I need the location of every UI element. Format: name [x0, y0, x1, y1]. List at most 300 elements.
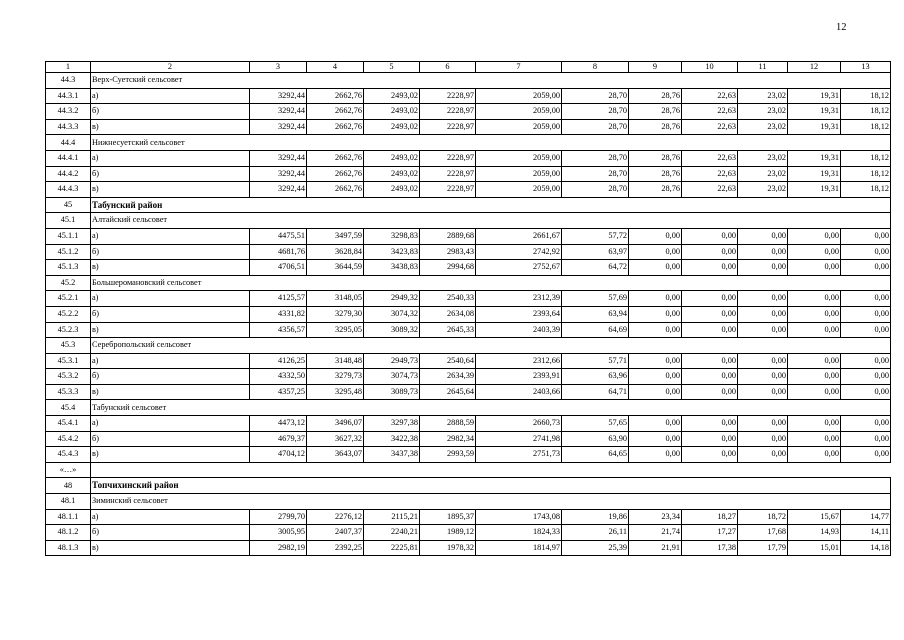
value-cell: 0,00: [841, 384, 891, 400]
value-cell: 3292,44: [250, 119, 307, 135]
settlement-row: [46, 400, 891, 416]
value-cell: 2540,64: [420, 353, 476, 369]
value-cell: 18,12: [841, 150, 891, 166]
header-cell: 12: [788, 62, 841, 73]
settlement-row: [46, 135, 891, 151]
value-cell: 3148,05: [307, 291, 364, 307]
value-cell: 18,12: [841, 88, 891, 104]
value-cell: 2493,02: [364, 104, 420, 120]
tariff-table: [45, 61, 891, 556]
value-cell: 3279,30: [307, 306, 364, 322]
value-cell: 18,12: [841, 104, 891, 120]
value-cell: 0,00: [682, 384, 738, 400]
value-cell: 0,00: [738, 291, 788, 307]
row-label: в): [91, 447, 250, 463]
settlement-name: Зиминский сельсовет: [91, 494, 891, 510]
value-cell: 2228,97: [420, 119, 476, 135]
value-cell: 23,02: [738, 104, 788, 120]
value-cell: 14,18: [841, 540, 891, 556]
value-cell: 2949,73: [364, 353, 420, 369]
value-cell: 19,86: [562, 509, 629, 525]
value-cell: 2059,00: [476, 166, 562, 182]
row-label: а): [91, 353, 250, 369]
value-cell: 3644,59: [307, 260, 364, 276]
value-cell: 23,02: [738, 119, 788, 135]
table-row: [46, 291, 891, 307]
header-cell: 4: [307, 62, 364, 73]
value-cell: 21,91: [629, 540, 682, 556]
value-cell: 2228,97: [420, 104, 476, 120]
value-cell: 1895,37: [420, 509, 476, 525]
value-cell: 0,00: [682, 260, 738, 276]
table-row: [46, 119, 891, 135]
value-cell: 63,96: [562, 369, 629, 385]
value-cell: 3497,59: [307, 228, 364, 244]
value-cell: 2994,68: [420, 260, 476, 276]
value-cell: 0,00: [788, 369, 841, 385]
value-cell: 28,70: [562, 104, 629, 120]
value-cell: 22,63: [682, 166, 738, 182]
value-cell: 4126,25: [250, 353, 307, 369]
value-cell: 15,67: [788, 509, 841, 525]
value-cell: 2059,00: [476, 182, 562, 198]
table-row: [46, 525, 891, 541]
row-code: 45.1.3: [46, 260, 91, 276]
value-cell: 22,63: [682, 104, 738, 120]
value-cell: 28,76: [629, 119, 682, 135]
value-cell: 2493,02: [364, 166, 420, 182]
value-cell: 2993,59: [420, 447, 476, 463]
value-cell: 28,76: [629, 88, 682, 104]
value-cell: 3627,32: [307, 431, 364, 447]
row-label: в): [91, 119, 250, 135]
value-cell: 3295,05: [307, 322, 364, 338]
header-cell: 11: [738, 62, 788, 73]
value-cell: 1978,32: [420, 540, 476, 556]
value-cell: 2312,66: [476, 353, 562, 369]
row-code: 45.4.1: [46, 416, 91, 432]
empty-cell: [91, 462, 891, 478]
value-cell: 2392,25: [307, 540, 364, 556]
row-code: 44.3.2: [46, 104, 91, 120]
value-cell: 28,70: [562, 166, 629, 182]
value-cell: 19,31: [788, 88, 841, 104]
value-cell: 4357,25: [250, 384, 307, 400]
value-cell: 0,00: [682, 244, 738, 260]
header-cell: 7: [476, 62, 562, 73]
value-cell: 3422,38: [364, 431, 420, 447]
value-cell: 0,00: [841, 416, 891, 432]
value-cell: 28,70: [562, 150, 629, 166]
value-cell: 4679,37: [250, 431, 307, 447]
row-code: 45.2: [46, 275, 91, 291]
header-cell: 8: [562, 62, 629, 73]
value-cell: 2741,98: [476, 431, 562, 447]
value-cell: 0,00: [738, 416, 788, 432]
table-row: [46, 260, 891, 276]
row-code: 45.4: [46, 400, 91, 416]
value-cell: 0,00: [629, 369, 682, 385]
value-cell: 2540,33: [420, 291, 476, 307]
value-cell: 1989,12: [420, 525, 476, 541]
value-cell: 0,00: [841, 260, 891, 276]
table-row: [46, 150, 891, 166]
row-code: 44.4.1: [46, 150, 91, 166]
value-cell: 17,68: [738, 525, 788, 541]
value-cell: 14,93: [788, 525, 841, 541]
value-cell: 2312,39: [476, 291, 562, 307]
value-cell: 63,94: [562, 306, 629, 322]
value-cell: 4125,57: [250, 291, 307, 307]
value-cell: 23,02: [738, 182, 788, 198]
table-row: [46, 244, 891, 260]
value-cell: 18,27: [682, 509, 738, 525]
value-cell: 0,00: [738, 228, 788, 244]
value-cell: 18,72: [738, 509, 788, 525]
row-label: в): [91, 182, 250, 198]
value-cell: 3496,07: [307, 416, 364, 432]
value-cell: 4331,82: [250, 306, 307, 322]
row-code: 45.2.1: [46, 291, 91, 307]
value-cell: 2662,76: [307, 150, 364, 166]
value-cell: 57,65: [562, 416, 629, 432]
value-cell: 23,02: [738, 88, 788, 104]
value-cell: 2276,12: [307, 509, 364, 525]
row-label: б): [91, 244, 250, 260]
value-cell: 0,00: [841, 306, 891, 322]
value-cell: 64,72: [562, 260, 629, 276]
value-cell: 2634,39: [420, 369, 476, 385]
value-cell: 3295,48: [307, 384, 364, 400]
value-cell: 0,00: [629, 322, 682, 338]
value-cell: 14,77: [841, 509, 891, 525]
value-cell: 3292,44: [250, 150, 307, 166]
settlement-name: Табунский сельсовет: [91, 400, 891, 416]
value-cell: 0,00: [682, 291, 738, 307]
table-row: [46, 353, 891, 369]
value-cell: 25,39: [562, 540, 629, 556]
value-cell: 2662,76: [307, 119, 364, 135]
value-cell: 2403,66: [476, 384, 562, 400]
page-number: 12: [836, 22, 847, 33]
value-cell: 4706,51: [250, 260, 307, 276]
value-cell: 1824,33: [476, 525, 562, 541]
value-cell: 2662,76: [307, 182, 364, 198]
header-cell: 6: [420, 62, 476, 73]
value-cell: 2493,02: [364, 88, 420, 104]
value-cell: 26,11: [562, 525, 629, 541]
row-label: а): [91, 416, 250, 432]
row-label: а): [91, 509, 250, 525]
value-cell: 57,69: [562, 291, 629, 307]
value-cell: 19,31: [788, 119, 841, 135]
row-label: в): [91, 322, 250, 338]
row-code: 45.2.3: [46, 322, 91, 338]
settlement-row: [46, 213, 891, 229]
row-label: а): [91, 291, 250, 307]
value-cell: 0,00: [738, 431, 788, 447]
row-code: 44.4: [46, 135, 91, 151]
value-cell: 0,00: [629, 244, 682, 260]
value-cell: 3074,73: [364, 369, 420, 385]
value-cell: 1814,97: [476, 540, 562, 556]
settlement-name: Верх-Суетский сельсовет: [91, 73, 891, 89]
value-cell: 19,31: [788, 166, 841, 182]
value-cell: 19,31: [788, 182, 841, 198]
header-cell: 1: [46, 62, 91, 73]
value-cell: 2493,02: [364, 119, 420, 135]
value-cell: 2059,00: [476, 150, 562, 166]
value-cell: 0,00: [788, 260, 841, 276]
value-cell: 0,00: [788, 322, 841, 338]
row-code: 45.3.3: [46, 384, 91, 400]
value-cell: 19,31: [788, 150, 841, 166]
row-label: а): [91, 88, 250, 104]
row-code: 44.3.1: [46, 88, 91, 104]
value-cell: 18,12: [841, 166, 891, 182]
value-cell: 22,63: [682, 150, 738, 166]
header-row: [46, 62, 891, 73]
value-cell: 2228,97: [420, 88, 476, 104]
row-code: 44.3.3: [46, 119, 91, 135]
value-cell: 1743,08: [476, 509, 562, 525]
settlement-name: Большеромановский сельсовет: [91, 275, 891, 291]
value-cell: 0,00: [788, 306, 841, 322]
value-cell: 2228,97: [420, 182, 476, 198]
value-cell: 22,63: [682, 119, 738, 135]
value-cell: 0,00: [629, 228, 682, 244]
value-cell: 3005,95: [250, 525, 307, 541]
row-code: 44.4.3: [46, 182, 91, 198]
value-cell: 3423,83: [364, 244, 420, 260]
header-cell: 5: [364, 62, 420, 73]
value-cell: 2493,02: [364, 150, 420, 166]
value-cell: 63,90: [562, 431, 629, 447]
table-row: [46, 166, 891, 182]
table-row: [46, 431, 891, 447]
value-cell: 64,69: [562, 322, 629, 338]
value-cell: 2799,70: [250, 509, 307, 525]
value-cell: 2982,34: [420, 431, 476, 447]
row-label: б): [91, 104, 250, 120]
value-cell: 4473,12: [250, 416, 307, 432]
value-cell: 57,71: [562, 353, 629, 369]
value-cell: 2645,33: [420, 322, 476, 338]
value-cell: 2662,76: [307, 88, 364, 104]
header-cell: 10: [682, 62, 738, 73]
value-cell: 0,00: [629, 306, 682, 322]
value-cell: 2240,21: [364, 525, 420, 541]
value-cell: 2059,00: [476, 88, 562, 104]
value-cell: 0,00: [682, 353, 738, 369]
value-cell: 17,38: [682, 540, 738, 556]
value-cell: 0,00: [682, 416, 738, 432]
value-cell: 3292,44: [250, 88, 307, 104]
value-cell: 0,00: [788, 291, 841, 307]
table-row: [46, 104, 891, 120]
value-cell: 28,76: [629, 104, 682, 120]
settlement-name: Алтайский сельсовет: [91, 213, 891, 229]
value-cell: 2752,67: [476, 260, 562, 276]
header-cell: 2: [91, 62, 250, 73]
value-cell: 3292,44: [250, 104, 307, 120]
value-cell: 28,76: [629, 166, 682, 182]
row-code: 48.1.2: [46, 525, 91, 541]
value-cell: 0,00: [738, 353, 788, 369]
value-cell: 2662,76: [307, 166, 364, 182]
value-cell: 0,00: [738, 306, 788, 322]
value-cell: 17,27: [682, 525, 738, 541]
value-cell: 2393,91: [476, 369, 562, 385]
district-name: Табунский район: [91, 197, 891, 213]
value-cell: 57,72: [562, 228, 629, 244]
row-label: б): [91, 306, 250, 322]
value-cell: 0,00: [629, 291, 682, 307]
value-cell: 2751,73: [476, 447, 562, 463]
table-row: [46, 182, 891, 198]
row-code: 45: [46, 197, 91, 213]
settlement-name: Серебропольский сельсовет: [91, 338, 891, 354]
table-row: [46, 416, 891, 432]
value-cell: 0,00: [738, 384, 788, 400]
value-cell: 2888,59: [420, 416, 476, 432]
value-cell: 3643,07: [307, 447, 364, 463]
value-cell: 0,00: [682, 306, 738, 322]
row-code: 48.1.3: [46, 540, 91, 556]
table-row: [46, 384, 891, 400]
value-cell: 0,00: [682, 369, 738, 385]
value-cell: 4356,57: [250, 322, 307, 338]
value-cell: 0,00: [841, 244, 891, 260]
ellipsis-row: [46, 462, 891, 478]
value-cell: 3438,83: [364, 260, 420, 276]
header-cell: 13: [841, 62, 891, 73]
value-cell: 2982,19: [250, 540, 307, 556]
row-code: 45.3.2: [46, 369, 91, 385]
value-cell: 0,00: [841, 431, 891, 447]
value-cell: 0,00: [629, 260, 682, 276]
district-row: [46, 197, 891, 213]
value-cell: 14,11: [841, 525, 891, 541]
value-cell: 2493,02: [364, 182, 420, 198]
header-cell: 3: [250, 62, 307, 73]
value-cell: 2059,00: [476, 119, 562, 135]
value-cell: 2889,68: [420, 228, 476, 244]
row-label: в): [91, 384, 250, 400]
value-cell: 28,70: [562, 119, 629, 135]
settlement-name: Нижнесуетский сельсовет: [91, 135, 891, 151]
value-cell: 4332,50: [250, 369, 307, 385]
row-code: 44.3: [46, 73, 91, 89]
row-code: 44.4.2: [46, 166, 91, 182]
settlement-row: [46, 494, 891, 510]
value-cell: 0,00: [738, 447, 788, 463]
table-row: [46, 228, 891, 244]
table-row: [46, 540, 891, 556]
value-cell: 0,00: [788, 431, 841, 447]
value-cell: 2661,67: [476, 228, 562, 244]
value-cell: 18,12: [841, 119, 891, 135]
row-label: б): [91, 166, 250, 182]
value-cell: 0,00: [841, 353, 891, 369]
value-cell: 28,76: [629, 182, 682, 198]
settlement-row: [46, 73, 891, 89]
row-label: в): [91, 540, 250, 556]
table-row: [46, 447, 891, 463]
value-cell: 0,00: [682, 447, 738, 463]
value-cell: 0,00: [738, 244, 788, 260]
value-cell: 0,00: [841, 447, 891, 463]
value-cell: 21,74: [629, 525, 682, 541]
value-cell: 0,00: [788, 384, 841, 400]
value-cell: 0,00: [788, 353, 841, 369]
table-row: [46, 306, 891, 322]
value-cell: 3279,73: [307, 369, 364, 385]
value-cell: 18,12: [841, 182, 891, 198]
value-cell: 0,00: [682, 431, 738, 447]
value-cell: 2059,00: [476, 104, 562, 120]
value-cell: 3437,38: [364, 447, 420, 463]
value-cell: 22,63: [682, 182, 738, 198]
row-code: 45.3: [46, 338, 91, 354]
value-cell: 3292,44: [250, 166, 307, 182]
value-cell: 2662,76: [307, 104, 364, 120]
value-cell: 22,63: [682, 88, 738, 104]
value-cell: 28,70: [562, 182, 629, 198]
value-cell: 0,00: [629, 447, 682, 463]
table-row: [46, 369, 891, 385]
value-cell: 2407,37: [307, 525, 364, 541]
value-cell: 28,76: [629, 150, 682, 166]
value-cell: 0,00: [629, 416, 682, 432]
row-code: 45.1.1: [46, 228, 91, 244]
table-row: [46, 88, 891, 104]
value-cell: 3089,73: [364, 384, 420, 400]
value-cell: 2228,97: [420, 166, 476, 182]
value-cell: 2225,81: [364, 540, 420, 556]
row-code: 45.4.2: [46, 431, 91, 447]
value-cell: 0,00: [788, 244, 841, 260]
row-label: а): [91, 150, 250, 166]
row-code: 48.1: [46, 494, 91, 510]
value-cell: 2228,97: [420, 150, 476, 166]
row-code: 48.1.1: [46, 509, 91, 525]
value-cell: 0,00: [629, 353, 682, 369]
row-label: б): [91, 525, 250, 541]
value-cell: 3148,48: [307, 353, 364, 369]
value-cell: 2742,92: [476, 244, 562, 260]
value-cell: 17,79: [738, 540, 788, 556]
settlement-row: [46, 275, 891, 291]
row-code: 48: [46, 478, 91, 494]
value-cell: 2115,21: [364, 509, 420, 525]
value-cell: 3292,44: [250, 182, 307, 198]
district-name: Топчихинский район: [91, 478, 891, 494]
row-code: 45.3.1: [46, 353, 91, 369]
value-cell: 2403,39: [476, 322, 562, 338]
value-cell: 2645,64: [420, 384, 476, 400]
value-cell: 3297,38: [364, 416, 420, 432]
row-code: «…»: [46, 462, 91, 478]
value-cell: 0,00: [841, 369, 891, 385]
value-cell: 3628,84: [307, 244, 364, 260]
value-cell: 0,00: [629, 431, 682, 447]
value-cell: 0,00: [629, 384, 682, 400]
table-row: [46, 509, 891, 525]
value-cell: 0,00: [682, 322, 738, 338]
value-cell: 15,01: [788, 540, 841, 556]
value-cell: 0,00: [788, 416, 841, 432]
